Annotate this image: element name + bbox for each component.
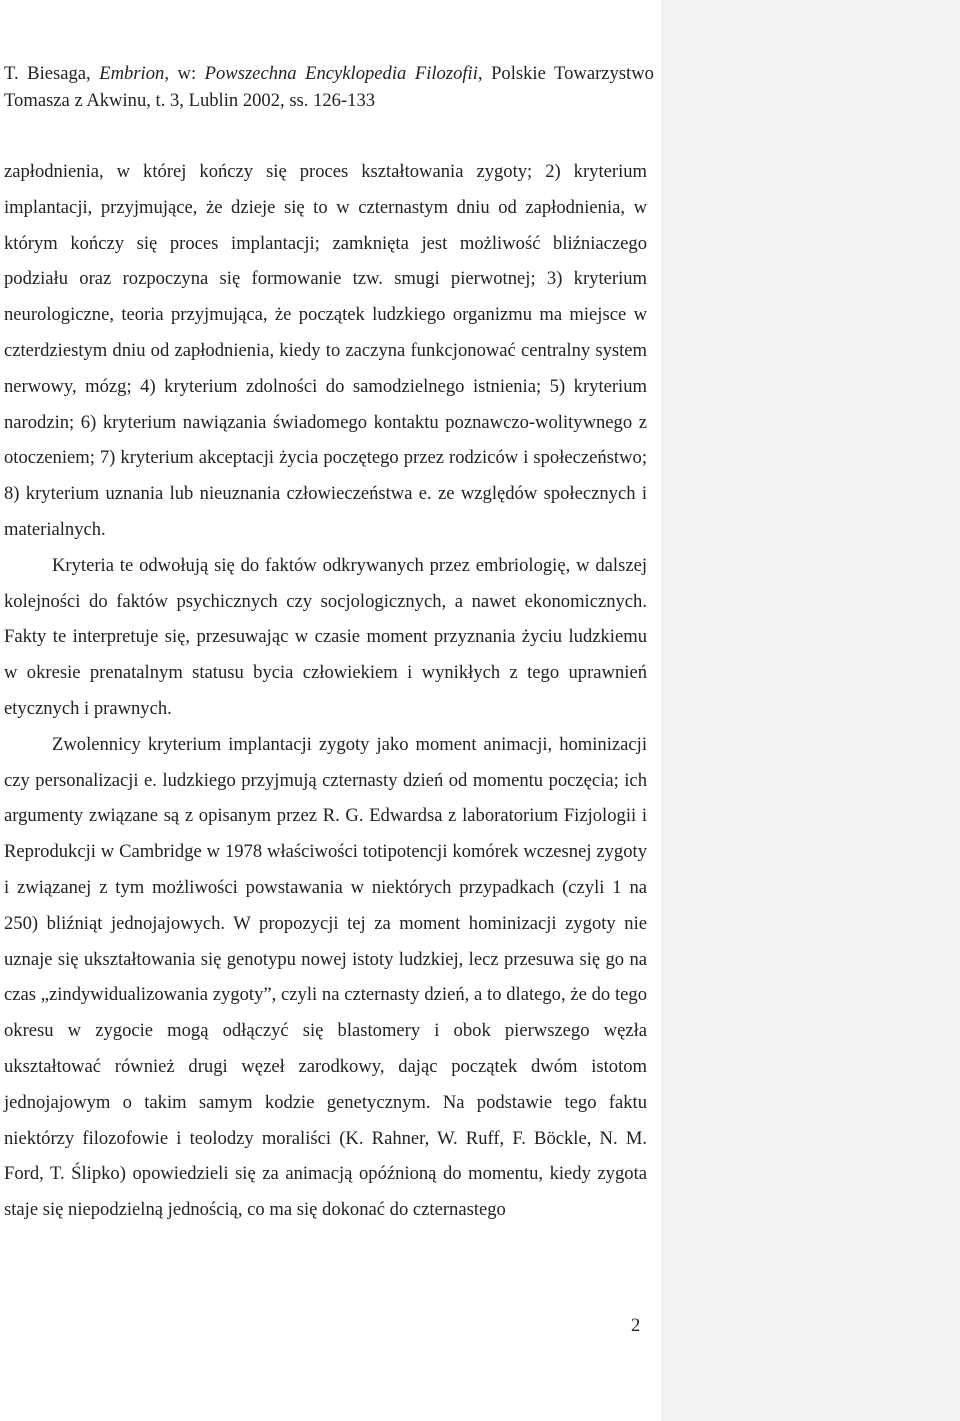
comment-margin-panel (661, 0, 960, 1421)
page-number: 2 (631, 1315, 641, 1336)
paragraph-3: Zwolennicy kryterium implantacji zygoty jako moment animacji, hominizacji czy personalizacji e. ludzkiego przyjmują czternasty dzień od momentu poczęcia; ich argumenty związane są z opisanym przez R. G. Edwardsa z laboratorium Fizjologii i Reprodukcji w Cambridge w 1978 właściwości totipotencji komórek wczesnej zygoty i związanej z tym możliwości powstawania w niektórych przypadkach (czyli 1 na 250) bliźniąt jednojajowych. W propozycji tej za moment hominizacji zygoty nie uznaje się ukształtowania się genotypu nowej istoty ludzkiej, lecz przesuwa się go na czas „zindywidualizowania zygoty”, czyli na czternasty dzień, a to dlatego, że do tego okresu w zygocie mogą odłączyć się blastomery i obok pierwszego węzła ukształtować również drugi węzeł zarodkowy, dając początek dwóm istotom jednojajowym o takim samym kodzie genetycznym. Na podstawie tego faktu niektórzy filozofowie i teolodzy moraliści (K. Rahner, W. Ruff, F. Böckle, N. M. Ford, T. Ślipko) opowiedzieli się za animacją opóźnioną do momentu, kiedy zygota staje się niepodzielną jednością, co ma się dokonać do czternastego (4, 733, 647, 1221)
header-title: Embrion, (99, 63, 169, 84)
citation-header (4, 60, 654, 114)
header-publisher-info: Polskie Towarzystwo Tomasza z Akwinu, t. 3, Lublin 2002, ss. 126-133 (4, 63, 654, 111)
paragraph-1: zapłodnienia, w której kończy się proces kształtowania zygoty; 2) kryterium implantacji, przyjmujące, że dzieje się to w czternastym dniu od zapłodnienia, w którym kończy się proces implantacji; zamknięta jest możliwość bliźniaczego podziału oraz rozpoczyna się formowanie tzw. smugi pierwotnej; 3) kryterium neurologiczne, teoria przyjmująca, że początek ludzkiego organizmu ma miejsce w czterdziestym dniu od zapłodnienia, kiedy to zaczyna funkcjonować centralny system nerwowy, mózg; 4) kryterium zdolności do samodzielnego istnienia; 5) kryterium narodzin; 6) kryterium nawiązania świadomego kontaktu poznawczo-wolitywnego z otoczeniem; 7) kryterium akceptacji życia poczętego przez rodziców i społeczeństwo; 8) kryterium uznania lub nieuznania człowieczeństwa e. ze względów społecznych i materialnych. (4, 161, 647, 540)
header-author: T. Biesaga, (4, 63, 91, 84)
document-body (4, 154, 647, 1228)
paragraph-2: Kryteria te odwołują się do faktów odkrywanych przez embriologię, w dalszej kolejności do faktów psychicznych czy socjologicznych, a nawet ekonomicznych. Fakty te interpretuje się, przesuwając w czasie moment przyznania życiu ludzkiemu w okresie prenatalnym statusu bycia człowiekiem i wynikłych z tego uprawnień etycznych i prawnych. (4, 554, 647, 719)
header-in-label: w: (177, 63, 197, 84)
header-publication: Powszechna Encyklopedia Filozofii, (204, 63, 483, 84)
